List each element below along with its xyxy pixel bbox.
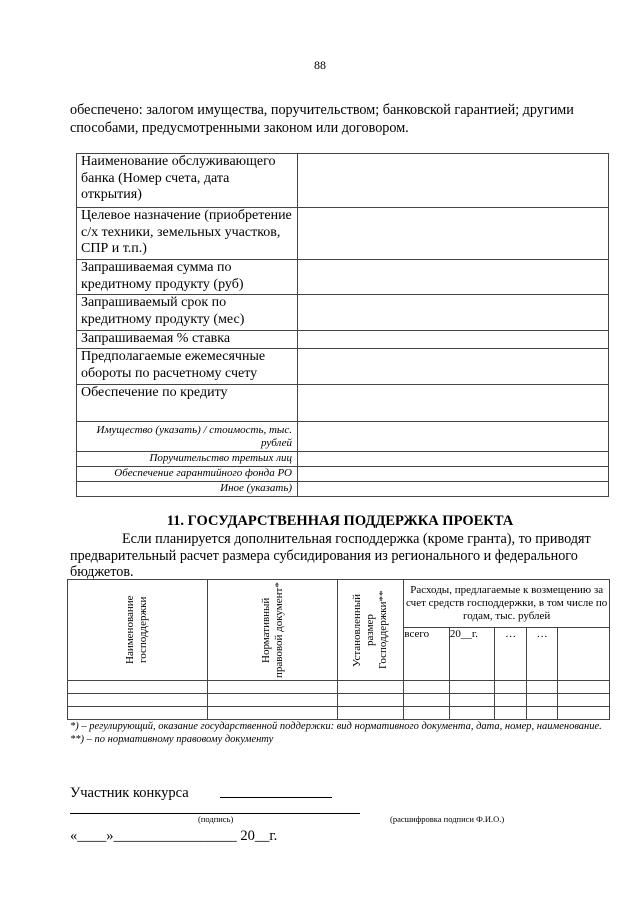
collateral-label: Поручительство третьих лиц: [77, 452, 298, 467]
row-label: Запрашиваемая % ставка: [77, 331, 298, 349]
support-table: [67, 579, 610, 720]
sign-caption: (подпись): [198, 814, 234, 824]
row-value[interactable]: [298, 385, 609, 422]
row-value[interactable]: [298, 349, 609, 385]
subheader-total: всего: [404, 628, 450, 681]
footnote: *) – регулирующий, оказание государственной поддержки: вид нормативного документа, дата, номер, наименование.: [70, 721, 602, 732]
date-line: «____»_________________ 20__г.: [70, 828, 278, 844]
intro-line: обеспечено: залогом имущества, поручительством; банковской гарантией; другими: [70, 102, 574, 118]
intro-line: способами, предусмотренными законом или договором.: [70, 120, 409, 136]
collateral-value[interactable]: [298, 452, 609, 467]
row-value[interactable]: [298, 260, 609, 295]
section-paragraph: [70, 531, 610, 581]
row-label: Наименование обслуживающего банка (Номер счета, дата открытия): [77, 154, 298, 208]
intro-paragraph: [70, 101, 608, 137]
col-header-expenses: Расходы, предлагаемые к возмещению за счет средств господдержки, в том числе по годам, тыс. рублей: [404, 580, 610, 628]
signature-decode-short-line: [220, 797, 332, 798]
table-row: [68, 707, 610, 720]
row-label: Запрашиваемая сумма по кредитному продукту (руб): [77, 260, 298, 295]
page-number: 88: [314, 58, 326, 72]
collateral-value[interactable]: [298, 467, 609, 482]
collateral-label: Имущество (указать) / стоимость, тыс. рублей: [77, 422, 298, 452]
row-value[interactable]: [298, 208, 609, 260]
row-value[interactable]: [298, 154, 609, 208]
row-label: Обеспечение по кредиту: [77, 385, 298, 422]
table-row: [68, 681, 610, 694]
subheader-dots: …: [495, 628, 526, 681]
row-value[interactable]: [298, 295, 609, 331]
collateral-value[interactable]: [298, 422, 609, 452]
row-value[interactable]: [298, 331, 609, 349]
col-header-support-size: Установленный размер Господдержки**: [338, 580, 404, 681]
collateral-label: Обеспечение гарантийного фонда РО: [77, 467, 298, 482]
row-label: Запрашиваемый срок по кредитному продукту (мес): [77, 295, 298, 331]
para-line: бюджетов.: [70, 564, 134, 580]
collateral-value[interactable]: [298, 482, 609, 497]
row-label: Предполагаемые ежемесячные обороты по расчетному счету: [77, 349, 298, 385]
signature-label: Участник конкурса: [70, 785, 189, 801]
row-label: Целевое назначение (приобретение с/х техники, земельных участков, СПР и т.п.): [77, 208, 298, 260]
credit-table: [76, 153, 609, 497]
decode-caption: (расшифровка подписи Ф.И.О.): [390, 814, 505, 824]
para-line: Если планируется дополнительная господдержка (кроме гранта), то приводят: [122, 531, 591, 547]
section-heading: 11. ГОСУДАРСТВЕННАЯ ПОДДЕРЖКА ПРОЕКТА: [166, 513, 514, 529]
subheader-year: 20__г.: [449, 628, 495, 681]
table-row: [68, 694, 610, 707]
collateral-label: Иное (указать): [77, 482, 298, 497]
para-line: предварительный расчет размера субсидирования из регионального и федерального: [70, 547, 578, 564]
col-header-support-name: Наименование господдержки: [68, 580, 208, 681]
footnote: **) – по нормативному правовому документу: [70, 734, 274, 745]
subheader-dots: …: [526, 628, 557, 681]
col-header-legal-doc: Нормативный правовой документ*: [207, 580, 338, 681]
footnotes: [70, 720, 610, 746]
subheader-empty: [558, 628, 610, 681]
